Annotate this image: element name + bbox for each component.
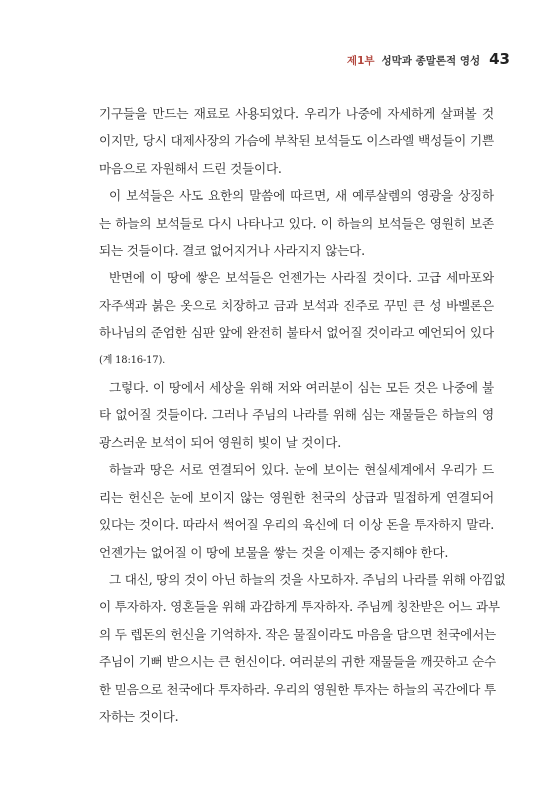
- text-line: 이 투자하자. 영혼들을 위해 과감하게 투자하자. 주님께 칭찬받은 어느 과부: [99, 599, 500, 615]
- text-line: 자하는 것이다.: [99, 708, 179, 724]
- paragraph-6: [99, 566, 506, 730]
- paragraph-1: [99, 100, 494, 182]
- text-line: 한 믿음으로 천국에다 투자하라. 우리의 영원한 투자는 하늘의 곡간에다 투: [99, 681, 496, 697]
- text-line: 있다는 것이다. 따라서 썩어질 우리의 육신에 더 이상 돈을 투자하지 말라.: [99, 517, 494, 533]
- text-line: 반면에 이 땅에 쌓은 보석들은 언젠가는 사라질 것이다. 고급 세마포와: [109, 270, 494, 286]
- text-line: 이지만, 당시 대제사장의 가슴에 부착된 보석들도 이스라엘 백성들이 기쁜: [99, 133, 494, 149]
- text-line: 자주색과 붉은 옷으로 치장하고 금과 보석과 진주로 꾸민 큰 성 바벨론은: [99, 297, 494, 313]
- paragraph-4: [99, 374, 494, 456]
- text-line: 의 두 렙돈의 헌신을 기억하자. 작은 물질이라도 마음을 담으면 천국에서는: [99, 626, 496, 642]
- body-text: [99, 100, 506, 730]
- text-line: 주님이 기뻐 받으시는 큰 헌신이다. 여러분의 귀한 재물들을 깨끗하고 순수: [99, 654, 496, 670]
- part-label: 제1부: [346, 55, 375, 67]
- text-line: 하나님의 준엄한 심판 앞에 완전히 불타서 없어질 것이라고 예언되어 있다: [99, 325, 494, 341]
- section-title: 성막과 종말론적 영성: [381, 55, 481, 67]
- text-line: 는 하늘의 보석들로 다시 나타나고 있다. 이 하늘의 보석들은 영원히 보존: [99, 215, 494, 231]
- text-line: 되는 것들이다. 결코 없어지거나 사라지지 않는다.: [99, 243, 365, 259]
- text-line: 언젠가는 없어질 이 땅에 보물을 쌓는 것을 이제는 중지해야 한다.: [99, 544, 449, 560]
- text-line: 광스러운 보석이 되어 영원히 빛이 날 것이다.: [99, 434, 342, 450]
- page-number: 43: [489, 50, 510, 68]
- paragraph-5: [99, 456, 494, 566]
- bible-citation: (계 18:16-17).: [99, 354, 166, 366]
- text-line: 기구들을 만드는 재료로 사용되었다. 우리가 나중에 자세하게 살펴볼 것: [99, 106, 494, 121]
- paragraph-3: [99, 264, 494, 374]
- text-line: 하늘과 땅은 서로 연결되어 있다. 눈에 보이는 현실세계에서 우리가 드: [109, 462, 494, 478]
- text-line: 이 보석들은 사도 요한의 말씀에 따르면, 새 예루살렘의 영광을 상징하: [109, 188, 494, 204]
- paragraph-2: [99, 182, 494, 264]
- text-line: 그렇다. 이 땅에서 세상을 위해 저와 여러분이 심는 모든 것은 나중에 불: [109, 380, 494, 396]
- text-line: 그 대신, 땅의 것이 아닌 하늘의 것을 사모하자. 주님의 나라를 위해 아낌없: [109, 571, 506, 587]
- running-header: [347, 50, 510, 68]
- text-line: 타 없어질 것들이다. 그러나 주님의 나라를 위해 심는 재물들은 하늘의 영: [99, 407, 494, 423]
- text-line: 마음으로 자원해서 드린 것들이다.: [99, 160, 282, 176]
- text-line: 리는 헌신은 눈에 보이지 않는 영원한 천국의 상급과 밀접하게 연결되어: [99, 489, 494, 505]
